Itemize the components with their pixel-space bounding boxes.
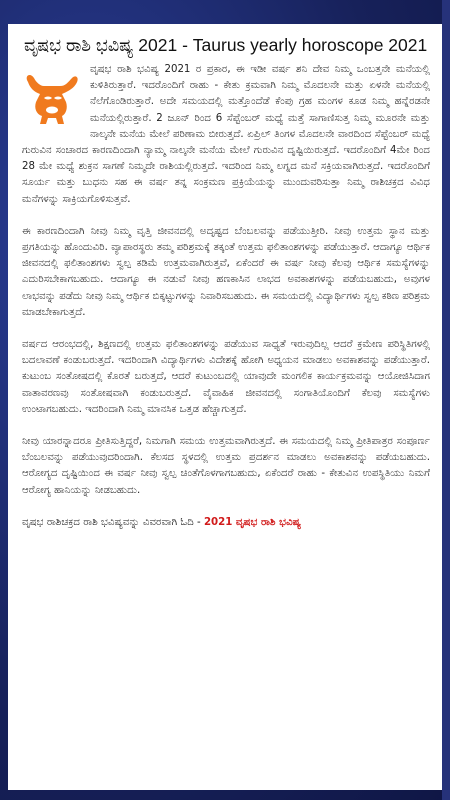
horoscope-card	[8, 24, 442, 790]
page-title: ವೃಷಭ ರಾಶಿ ಭವಿಷ್ಯ 2021 - Taurus yearly horoscope 2021	[24, 35, 428, 55]
paragraph-4: ನೀವು ಯಾರನ್ನಾದರೂ ಪ್ರೀತಿಸುತ್ತಿದ್ದರೆ, ನಿಮಗಾಗಿ ಸಮಯ ಉತ್ತಮವಾಗಿರುತ್ತದೆ. ಈ ಸಮಯದಲ್ಲಿ ನಿಮ್ಮ ಪ್ರೀತಿಪಾತ್ರರ ಸಂಪೂರ್ಣ ಬೆಂಬಲವನ್ನು ಪಡೆಯುವುದರಿಂದಾಗಿ. ಕೆಲಸದ ಸ್ಥಳದಲ್ಲಿ ಉತ್ತಮ ಪ್ರದರ್ಶನ ಮಾಡಲು ಅವಕಾಶವನ್ನು ಪಡೆಯಬಹುದು. ಆರೋಗ್ಯದ ದೃಷ್ಟಿಯಿಂದ ಈ ವರ್ಷ ನೀವು ಸ್ವಲ್ಪ ಚಿಂತೆಗೊಳಗಾಗಬಹುದು, ಏಕೆಂದರೆ ರಾಹು - ಕೇತುವಿನ ಉಪಸ್ಥಿತಿಯು ನಿಮಗೆ ಆರೋಗ್ಯ ಹಾನಿಯನ್ನು ನೀಡಬಹುದು.	[22, 436, 430, 496]
background-edge	[442, 0, 450, 800]
read-more-text: ವೃಷಭ ರಾಶಿಚಕ್ರದ ರಾಶಿ ಭವಿಷ್ಯವನ್ನು ವಿವರವಾಗಿ ಓದಿ -	[22, 516, 204, 528]
taurus-bull-icon	[22, 72, 82, 128]
paragraph-3: ವರ್ಷದ ಆರಂಭದಲ್ಲಿ, ಶಿಕ್ಷಣದಲ್ಲಿ ಉತ್ತಮ ಫಲಿತಾಂಶಗಳನ್ನು ಪಡೆಯುವ ಸಾಧ್ಯತೆ ಇರುವುದಿಲ್ಲ ಆದರೆ ಕ್ರಮೇಣ ಪರಿಸ್ಥಿತಿಗಳಲ್ಲಿ ಬದಲಾವಣೆ ಕಂಡುಬರುತ್ತದೆ. ಇದರಿಂದಾಗಿ ವಿದ್ಯಾರ್ಥಿಗಳು ವಿದೇಶಕ್ಕೆ ಹೋಗಿ ಅಧ್ಯಯನ ಮಾಡಲು ಅವಕಾಶವನ್ನು ಪಡೆಯುತ್ತಾರೆ. ಕುಟುಂಬ ಸಂತೋಷದಲ್ಲಿ ಕೊರತೆ ಬರುತ್ತದೆ, ಆದರೆ ಕುಟುಂಬದಲ್ಲಿ ಯಾವುದೇ ಮಂಗಲಿಕ ಕಾರ್ಯಕ್ರಮವನ್ನು ಆಯೋಜಿಸಿದಾಗ ವಾತಾವರಣವು ಸಂತೋಷವಾಗಿ ಕಂಡುಬರುತ್ತದೆ. ವೈವಾಹಿಕ ಜೀವನದಲ್ಲಿ ಸಂಗಾತಿಯೊಂದಿಗೆ ಕೆಲವು ಸಮಸ್ಯೆಗಳು ಉಂಟಾಗಬಹುದು. ಇದರಿಂದಾಗಿ ನಿಮ್ಮ ಮಾನಸಿಕ ಒತ್ತಡ ಹೆಚ್ಚಾಗುತ್ತದೆ.	[22, 339, 430, 415]
read-more-link[interactable]: 2021 ವೃಷಭ ರಾಶಿ ಭವಿಷ್ಯ	[203, 516, 302, 528]
paragraph-1: ವೃಷಭ ರಾಶಿ ಭವಿಷ್ಯ 2021 ರ ಪ್ರಕಾರ, ಈ ಇಡೀ ವರ್ಷ ಶನಿ ದೇವ ನಿಮ್ಮ ಒಂಬತ್ತನೇ ಮನೆಯಲ್ಲಿ ಕುಳಿತಿರುತ್ತಾರೆ. ಇದರೊಂದಿಗೆ ರಾಹು - ಕೇತು ಕ್ರಮವಾಗಿ ನಿಮ್ಮ ಮೊದಲನೇ ಮತ್ತು ಏಳನೇ ಮನೆಯಲ್ಲಿ ನೆಲೆಗೊಂಡಿರುತ್ತಾರೆ. ಅದೇ ಸಮಯದಲ್ಲಿ ಮತ್ತೊಂದೆಡೆ ಕೆಂಪು ಗ್ರಹ ಮಂಗಳ ಕೂಡ ನಿಮ್ಮ ಹನ್ನೆರಡನೇ ಮನೆಯಲ್ಲಿರುತ್ತಾರೆ. 2 ಜೂನ್ ರಿಂದ 6 ಸೆಪ್ಟೆಂಬರ್ ಮಧ್ಯೆ ಮತ್ತೆ ಸಾಗಾಣಿಸುತ್ತ ನಿಮ್ಮ ಮೂರನೇ ಮತ್ತು ನಾಲ್ಕನೇ ಮನೆಯ ಮೇಲೆ ಪರಿಣಾಮ ಬೀರುತ್ತದೆ. ಏಪ್ರಿಲ್ ತಿಂಗಳ ಮೊದಲನೇ ವಾರದಿಂದ ಸೆಪ್ಟೆಂಬರ್ ಮಧ್ಯೆ ಗುರುವಿನ ಸಂಚಾರದ ಕಾರಣದಿಂದಾಗಿ ನ್ಯಾಮ್ಮ ನಾಲ್ಕನೇ ಮನೆಯ ಮೇಲೆ ಗುರುವಿನ ದೃಷ್ಟಿಯಿರುತ್ತದೆ. ಇದರೊಂದಿಗೆ 4ಮೇ ರಿಂದ 28 ಮೇ ಮಧ್ಯೆ ಶುಕ್ರನ ಸಾಗಣೆ ನಿಮ್ಮದೇ ರಾಶಿಯಲ್ಲಿರುತ್ತದೆ. ಇದರಿಂದ ನಿಮ್ಮ ಲಗ್ನದ ಮನೆ ಸಕ್ರಿಯವಾಗಿರುತ್ತದೆ. ಇದರೊಂದಿಗೆ ಸೂರ್ಯ ಮತ್ತು ಬುಧನು ಸಹ ಈ ವರ್ಷ ತನ್ನ ಸಂಕ್ರಮಣ ಪ್ರಕ್ರಿಯೆಯನ್ನು ಮುಂದುವರಿಸುತ್ತಾ ನಿಮ್ಮ ರಾಶಿಚಕ್ರದ ವಿವಿಧ ಮನೆಗಳನ್ನು ಸಾಕ್ರಿಯಗೊಳಿಸುತ್ತವೆ.	[22, 64, 430, 205]
paragraph-2: ಈ ಕಾರಣದಿಂದಾಗಿ ನೀವು ನಿಮ್ಮ ವೃತ್ತಿ ಜೀವನದಲ್ಲಿ ಅದೃಷ್ಟದ ಬೆಂಬಲವನ್ನು ಪಡೆಯುತ್ತೀರಿ. ನೀವು ಉತ್ತಮ ಸ್ಥಾನ ಮತ್ತು ಪ್ರಗತಿಯನ್ನು ಹೊಂದುವಿರಿ. ವ್ಯಾಪಾರಸ್ಥರು ತಮ್ಮ ಪರಿಶ್ರಮಕ್ಕೆ ತಕ್ಕಂತೆ ಉತ್ತಮ ಫಲಿತಾಂಶಗಳನ್ನು ಪಡೆಯುತ್ತಾರೆ. ಆದಾಗ್ಯೂ ಆರ್ಥಿಕ ಜೀವನದಲ್ಲಿ ಫಲಿತಾಂಶಗಳು ಸ್ವಲ್ಪ ಕಡಿಮೆ ಉತ್ತಮವಾಗಿರುತ್ತವೆ, ಏಕೆಂದರೆ ಈ ವರ್ಷ ನೀವು ಕೆಲವು ಆರ್ಥಿಕ ಸಮಸ್ಯೆಗಳನ್ನು ಎದುರಿಸಬೇಕಾಗಬಹುದು. ಆದಾಗ್ಯೂ ಈ ನಡುವೆ ನೀವು ಹಣಕಾಸಿನ ಲಾಭದ ಅವಕಾಶಗಳನ್ನು ಪಡೆಯಬಹುದು, ಅವುಗಳ ಲಾಭವನ್ನು ಪಡೆದು ನೀವು ನಿಮ್ಮ ಆರ್ಥಿಕ ಬಿಕ್ಕಟ್ಟುಗಳನ್ನು ನಿವಾರಿಸಬಹುದು. ಈ ಸಮಯದಲ್ಲಿ ವಿದ್ಯಾರ್ಥಿಗಳು ಸ್ವಲ್ಪ ಕಠಿಣ ಪರಿಶ್ರಮ ಮಾಡಬೇಕಾಗುತ್ತದೆ.	[22, 225, 430, 318]
read-more-line	[22, 515, 430, 531]
